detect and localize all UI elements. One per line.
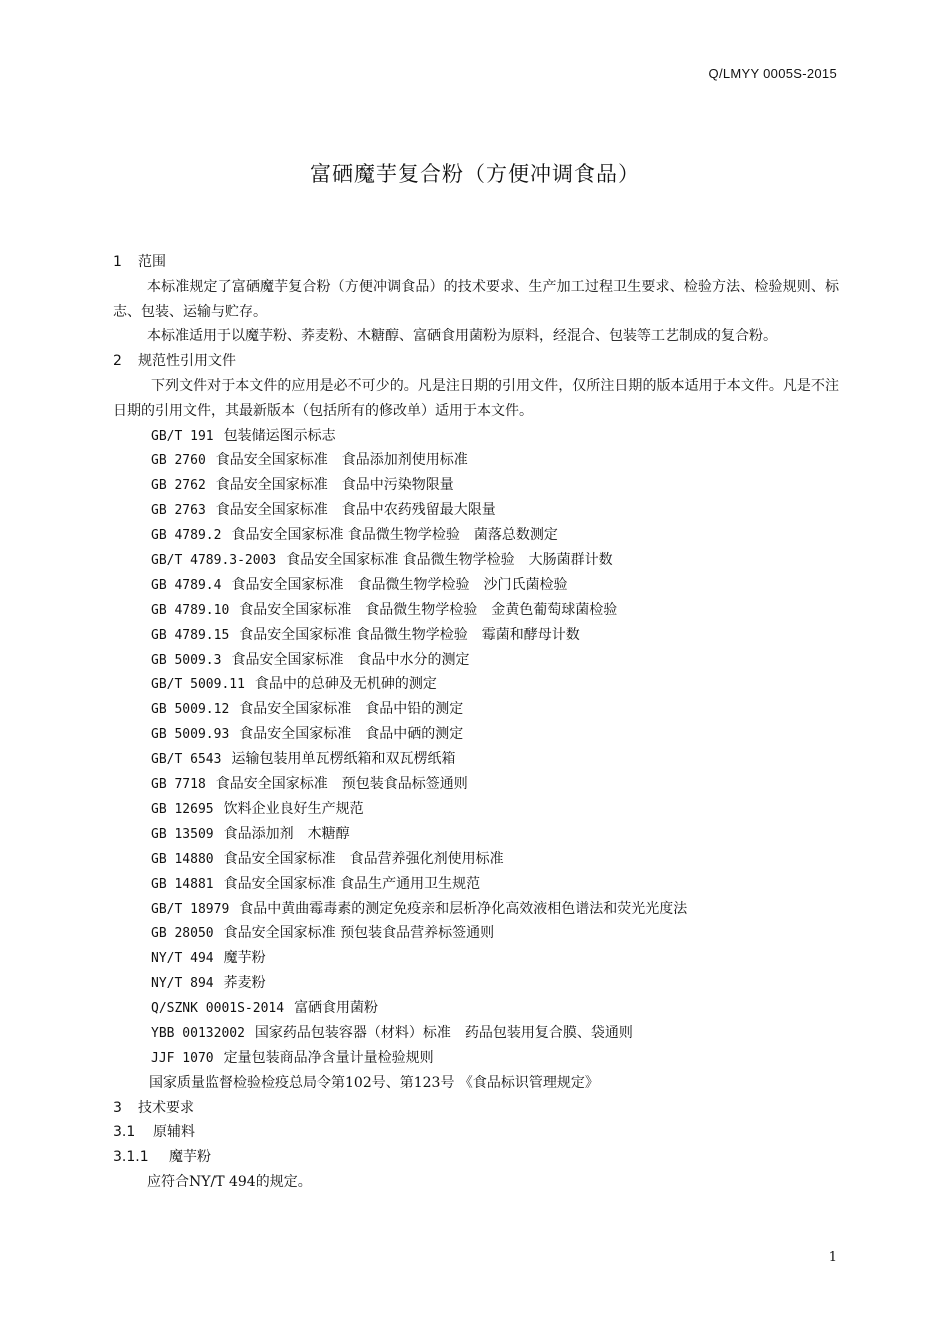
section-heading-references [113,349,839,374]
page-number: 1 [828,1250,837,1265]
section-number: 3 [113,1099,122,1116]
reference-code: GB 5009.12 [151,702,230,718]
reference-code: GB 12695 [151,801,214,817]
reference-title: 食品安全国家标准 食品中水分的测定 [231,651,470,668]
reference-code: GB 14881 [151,876,214,892]
subsection-number: 3.1.1 [113,1149,149,1166]
section-title: 技术要求 [138,1099,194,1116]
section-title: 规范性引用文件 [138,353,236,370]
section-heading-technical [113,1096,839,1121]
reference-title: 定量包装商品净含量计量检验规则 [223,1049,434,1066]
reference-item [113,797,839,822]
section-number: 2 [113,353,122,370]
reference-code: GB 2763 [151,503,206,519]
reference-title: 荞麦粉 [223,975,266,992]
reference-code: GB 4789.15 [151,627,230,643]
reference-item [113,498,839,523]
reference-item [113,548,839,573]
reference-title: 食品安全国家标准 食品微生物学检验 菌落总数测定 [231,527,558,544]
reference-item [113,722,839,747]
reference-title: 国家药品包装容器（材料）标准 药品包装用复合膜、袋通则 [254,1024,633,1041]
reference-code: GB 28050 [151,926,214,942]
reference-title: 食品安全国家标准 食品中污染物限量 [215,477,454,494]
reference-item [113,598,839,623]
reference-title: 包装储运图示标志 [223,427,336,444]
reference-code: GB 5009.3 [151,652,222,668]
reference-item [113,897,839,922]
reference-title: 食品安全国家标准 食品添加剂使用标准 [215,452,468,469]
page-title: 富硒魔芋复合粉（方便冲调食品） [310,162,640,186]
scope-paragraph: 本标准适用于以魔芋粉、荞麦粉、木糖醇、富硒食用菌粉为原料，经混合、包装等工艺制成的复合粉。 [147,328,777,345]
reference-code: GB/T 191 [151,428,214,444]
reference-code: GB 13509 [151,826,214,842]
subsection-title: 魔芋粉 [169,1149,211,1166]
reference-title: 食品安全国家标准 食品中农药残留最大限量 [215,502,496,519]
reference-item [113,424,839,449]
reference-code: GB/T 4789.3-2003 [151,553,277,569]
reference-item [113,872,839,897]
reference-code: GB 4789.4 [151,577,222,593]
reference-code: Q/SZNK 0001S-2014 [151,1001,285,1017]
reference-title: 食品安全国家标准 食品微生物学检验 霉菌和酵母计数 [239,626,580,643]
reference-title: 魔芋粉 [223,950,266,967]
reference-code: NY/T 494 [151,951,214,967]
reference-item [113,747,839,772]
reference-title: 食品安全国家标准 食品中硒的测定 [239,726,464,743]
document-body [113,250,839,1195]
subsection-title: 原辅料 [153,1124,195,1141]
reference-title: 食品中黄曲霉毒素的测定免疫亲和层析净化高效液相色谱法和荧光光度法 [239,900,688,917]
reference-code: JJF 1070 [151,1050,214,1066]
konjac-requirement: 应符合NY/T 494的规定。 [147,1174,312,1191]
reference-title: 食品添加剂 木糖醇 [223,825,350,842]
reference-list [113,424,839,1071]
reference-title: 富硒食用菌粉 [294,1000,379,1017]
reference-title: 食品安全国家标准 食品微生物学检验 金黄色葡萄球菌检验 [239,601,618,618]
reference-title: 食品安全国家标准 食品微生物学检验 大肠菌群计数 [286,552,613,569]
reference-item [113,971,839,996]
reference-code: GB 7718 [151,777,206,793]
section-number: 1 [113,254,122,270]
reference-item [113,697,839,722]
reference-title: 食品安全国家标准 预包装食品标签通则 [215,776,468,793]
reference-item [113,473,839,498]
scope-paragraph: 本标准规定了富硒魔芋复合粉（方便冲调食品）的技术要求、生产加工过程卫生要求、检验方法、检验规则、标志、包装、运输与贮存。 [113,278,839,320]
reference-code: GB 14880 [151,851,214,867]
reference-item [113,772,839,797]
reference-item [113,623,839,648]
document-code: Q/LMYY 0005S-2015 [708,66,837,81]
reference-item [113,822,839,847]
reference-code: GB 5009.93 [151,727,230,743]
reference-code: GB/T 5009.11 [151,677,245,693]
reference-title: 食品安全国家标准 食品生产通用卫生规范 [223,875,481,892]
reference-title: 饮料企业良好生产规范 [223,800,364,817]
reference-title: 食品安全国家标准 预包装食品营养标签通则 [223,925,495,942]
section-title: 范围 [138,254,166,270]
reference-code: YBB 00132002 [151,1025,245,1041]
section-heading-scope [113,250,839,275]
reference-item [113,921,839,946]
reference-title: 运输包装用单瓦楞纸箱和双瓦楞纸箱 [231,751,456,768]
subsection-number: 3.1 [113,1124,136,1141]
reference-item [113,648,839,673]
reference-code: GB 4789.2 [151,528,222,544]
regulation-reference: 国家质量监督检验检疫总局令第102号、第123号 《食品标识管理规定》 [149,1074,599,1091]
reference-code: GB/T 6543 [151,752,222,768]
reference-code: GB/T 18979 [151,901,230,917]
subsection-heading-konjac [113,1145,839,1170]
reference-item [113,672,839,697]
reference-item [113,448,839,473]
reference-item [113,523,839,548]
reference-item [113,847,839,872]
reference-item [113,1046,839,1071]
subsection-heading-materials [113,1120,839,1145]
reference-code: GB 2762 [151,478,206,494]
reference-item [113,1021,839,1046]
references-intro: 下列文件对于本文件的应用是必不可少的。凡是注日期的引用文件，仅所注日期的版本适用于本文件。凡是不注日期的引用文件，其最新版本（包括所有的修改单）适用于本文件。 [113,377,839,419]
reference-title: 食品中的总砷及无机砷的测定 [254,676,437,693]
reference-title: 食品安全国家标准 食品微生物学检验 沙门氏菌检验 [231,576,568,593]
reference-item [113,573,839,598]
reference-title: 食品安全国家标准 食品中铅的测定 [239,701,464,718]
reference-item [113,996,839,1021]
reference-item [113,946,839,971]
reference-code: GB 2760 [151,453,206,469]
reference-code: NY/T 894 [151,976,214,992]
reference-title: 食品安全国家标准 食品营养强化剂使用标准 [223,850,504,867]
reference-code: GB 4789.10 [151,602,230,618]
